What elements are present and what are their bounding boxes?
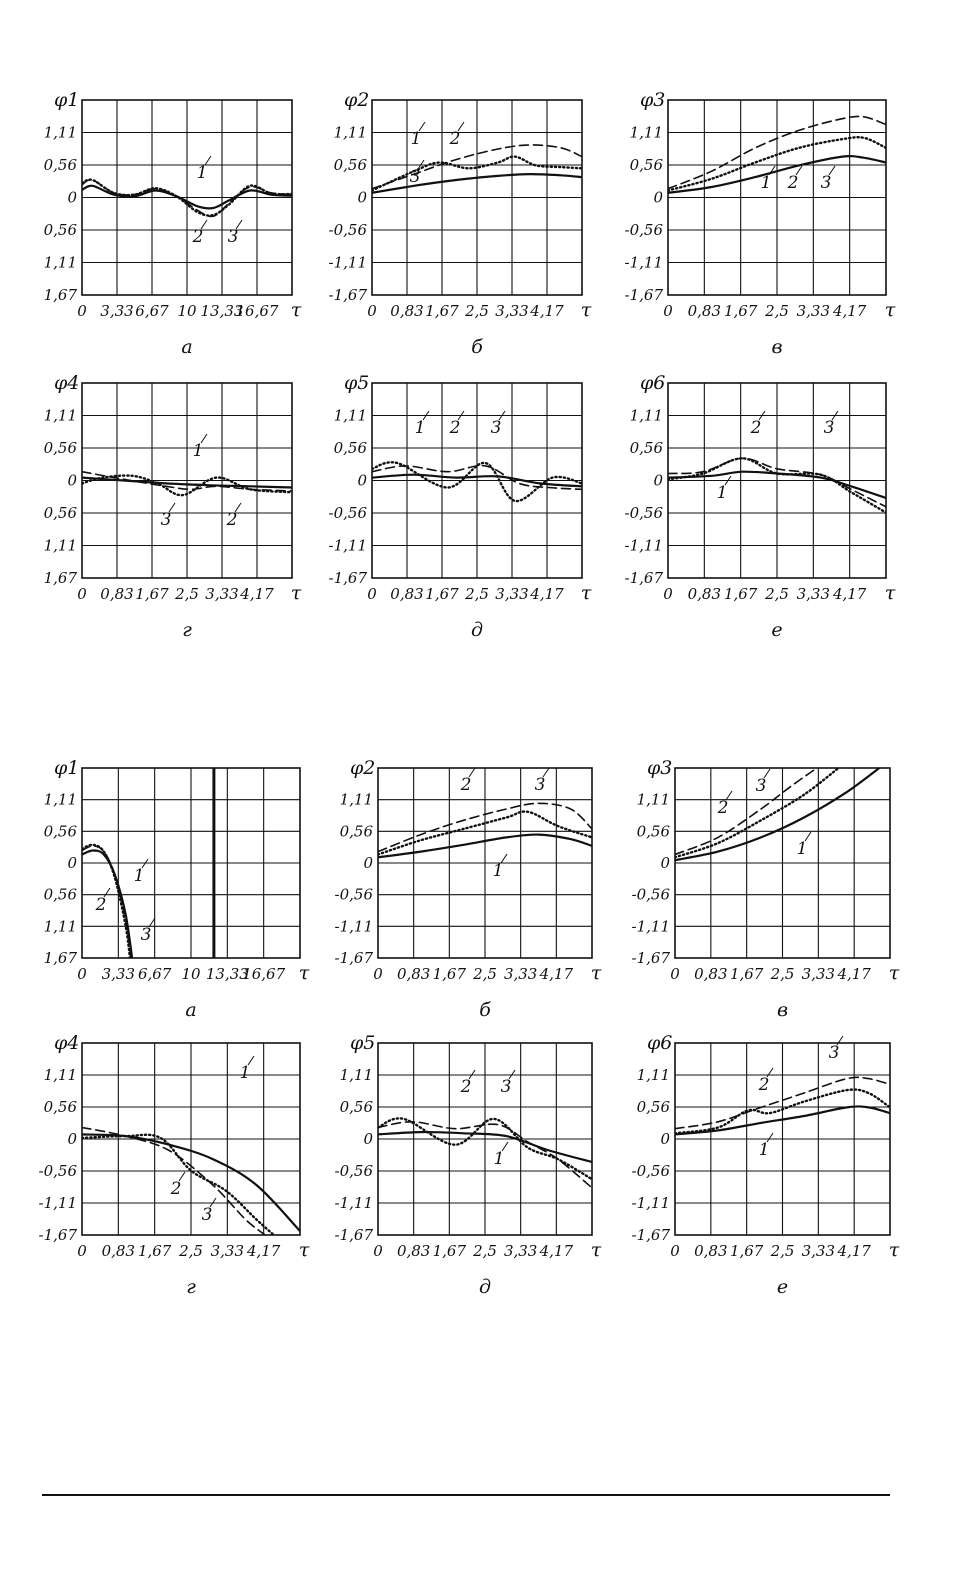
panel-label: б [471,336,483,358]
y-axis-label: φ1 [54,757,80,779]
y-tick-label: 1,11 [43,790,77,809]
x-tick-label: 4,17 [837,965,871,983]
curve-label: 3 [490,418,502,438]
y-tick-label: -0,56 [624,504,663,522]
x-tick-label: 13,33 [205,965,249,983]
x-tick-label: 6,67 [135,302,169,320]
panel-label: б [479,999,491,1021]
y-tick-label: 1,11 [629,406,663,425]
x-tick-label: 10 [177,302,197,320]
curve-label: 2 [170,1179,182,1199]
y-tick-label: 0 [660,1130,670,1148]
y-tick-label: 1,11 [629,123,663,142]
x-tick-label: 1,67 [425,302,459,320]
x-tick-label: 0,83 [687,302,722,320]
curve-label: 2 [460,1077,472,1097]
curve-label: 1 [239,1063,251,1083]
y-tick-label: 0,56 [43,221,77,239]
panel-label: в [771,336,783,358]
curve-label: 3 [140,925,152,945]
x-tick-label: 1,67 [425,585,459,603]
x-tick-label: 3,33 [503,965,538,983]
x-tick-label: 3,33 [101,965,136,983]
curve-label: 1 [492,861,504,881]
y-tick-label: -1,11 [631,1194,670,1212]
x-tick-label: 0,83 [396,1242,431,1260]
chart-panel [335,1032,602,1298]
y-tick-label: 1,11 [43,123,77,142]
x-tick-label: 1,67 [729,1242,764,1260]
chart-panel [329,372,592,641]
curve-label: 3 [828,1043,840,1063]
y-tick-label: 0,56 [629,439,663,457]
curve-label: 3 [227,227,239,247]
x-tick-label: 16,67 [242,965,286,983]
y-tick-label: 0,56 [333,156,367,174]
x-tick-label: 4,17 [837,1242,871,1260]
curve-label: 1 [192,441,204,461]
y-tick-label: 0 [67,188,77,207]
x-axis-label: τ [298,962,310,984]
x-tick-label: 0 [663,585,673,603]
y-tick-label: 1,11 [636,1066,670,1084]
chart-panel [335,757,602,1021]
x-tick-label: 2,5 [765,302,789,320]
x-tick-label: 3,33 [495,585,529,603]
curve-label: 2 [460,775,472,795]
x-tick-label: 2,5 [770,1242,795,1260]
x-tick-label: 1,67 [432,965,467,983]
chart-panel [44,89,302,358]
curve-label: 1 [796,839,808,859]
curve-label: 1 [133,866,145,886]
panel-label: д [470,619,484,641]
y-tick-label: -0,56 [328,221,367,239]
x-tick-label: 0 [77,965,87,983]
y-axis-label: φ4 [54,372,80,394]
y-tick-label: 0,56 [333,439,367,457]
x-axis-label: τ [888,962,900,984]
chart-panel [44,372,302,641]
y-tick-label: -0,56 [334,885,373,904]
curve-label: 2 [192,227,204,247]
chart-panel [625,372,896,641]
curve-label: 1 [760,173,772,193]
y-tick-label: 1,11 [636,790,670,809]
x-tick-label: 0,83 [694,1242,728,1260]
x-tick-label: 0 [373,1242,383,1260]
x-tick-label: 0 [367,302,377,320]
x-tick-label: 16,67 [235,302,279,320]
x-tick-label: 0 [373,965,383,983]
chart-panel [329,89,592,358]
x-tick-label: 3,33 [796,585,831,603]
curve-label: 3 [534,775,546,795]
series-line-1 [675,768,879,860]
x-tick-label: 1,67 [723,585,758,603]
y-tick-label: 0,56 [43,1098,77,1116]
x-tick-label: 3,33 [205,585,239,603]
y-tick-label: 0,56 [629,156,663,174]
y-tick-label: -0,56 [38,1162,77,1180]
curve-label: 2 [449,418,461,438]
panel-label: д [478,1276,492,1298]
y-axis-label: φ2 [350,757,376,779]
curve-label: 3 [823,418,835,438]
y-axis-label: φ5 [344,372,370,394]
y-tick-label: 1,11 [339,1066,373,1084]
y-tick-label: 0 [363,1130,373,1148]
y-tick-label: 0 [67,471,77,490]
y-tick-label: 0 [363,854,373,872]
y-tick-label: 0 [653,471,663,490]
x-tick-label: 0,83 [100,585,134,603]
curve-label: 3 [409,167,421,187]
y-tick-label: -1,11 [38,1194,77,1212]
curve-label: 1 [196,163,208,183]
curve-label: 1 [414,418,426,438]
y-tick-label: 1,67 [43,286,77,304]
y-tick-label: 0,56 [43,439,77,457]
y-tick-label: 1,11 [43,406,77,425]
curve-label: 2 [717,798,729,818]
y-tick-label: -0,56 [631,1162,670,1180]
chart-panel [39,1032,310,1298]
x-tick-label: 0,83 [694,965,728,983]
y-tick-label: 0,56 [43,885,77,904]
x-tick-label: 0,83 [101,1242,136,1260]
x-tick-label: 3,33 [801,965,836,983]
y-tick-label: 1,67 [43,949,77,967]
panel-label: г [186,1276,196,1298]
x-tick-label: 0,83 [396,965,431,983]
x-tick-label: 3,33 [801,1242,836,1260]
y-tick-label: 0,56 [339,822,373,841]
x-tick-label: 3,33 [210,1242,245,1260]
curve-label: 2 [95,895,107,915]
x-tick-label: 0 [77,1242,87,1260]
y-tick-label: -1,11 [328,253,367,272]
y-tick-label: 1,11 [43,1066,77,1084]
curve-label: 2 [758,1075,770,1095]
x-tick-label: 4,17 [530,302,564,320]
curve-label: 3 [201,1205,213,1225]
curve-label: 1 [758,1140,770,1160]
x-axis-label: τ [590,962,602,984]
curve-label: 2 [787,173,799,193]
y-tick-label: 0,56 [339,1098,373,1116]
x-tick-label: 2,5 [765,585,789,603]
x-tick-label: 1,67 [135,585,169,603]
x-tick-label: 0,83 [390,585,424,603]
y-tick-label: -1,67 [631,949,670,967]
y-tick-label: 1,11 [333,406,367,425]
x-tick-label: 0 [670,1242,680,1260]
y-tick-label: 0 [67,1130,77,1148]
x-tick-label: 0 [77,585,87,603]
curve-label: 3 [820,173,832,193]
curve-label: 2 [449,129,461,149]
x-tick-label: 0 [670,965,680,983]
y-tick-label: 1,11 [43,253,77,272]
y-tick-label: -1,67 [328,569,367,587]
chart-panel [625,89,896,358]
x-tick-label: 0 [77,302,87,320]
y-tick-label: -1,67 [328,286,367,304]
y-axis-label: φ6 [640,372,666,394]
x-axis-label: τ [290,582,302,604]
x-tick-label: 4,17 [246,1242,281,1260]
x-tick-label: 2,5 [175,585,199,603]
y-axis-label: φ4 [54,1032,80,1054]
x-tick-label: 0 [367,585,377,603]
y-tick-label: 1,11 [43,536,77,555]
x-tick-label: 1,67 [729,965,764,983]
page-divider [42,1494,890,1496]
x-tick-label: 2,5 [179,1242,203,1260]
y-tick-label: 0,56 [43,822,77,841]
y-tick-label: 1,67 [43,569,77,587]
y-tick-label: -1,11 [328,536,367,555]
y-tick-label: -0,56 [631,885,670,904]
x-tick-label: 4,17 [832,302,867,320]
y-axis-label: φ3 [647,757,673,779]
y-axis-label: φ2 [344,89,370,111]
x-tick-label: 1,67 [137,1242,172,1260]
y-tick-label: -0,56 [624,221,663,239]
x-tick-label: 0 [663,302,673,320]
x-tick-label: 1,67 [723,302,758,320]
y-tick-label: -1,67 [334,949,373,967]
y-tick-label: -1,67 [38,1226,77,1244]
y-tick-label: -1,67 [334,1226,373,1244]
y-tick-label: 0,56 [43,156,77,174]
panel-label: в [776,999,789,1021]
x-axis-label: τ [290,299,302,321]
y-tick-label: 1,11 [333,123,367,142]
x-tick-label: 3,33 [796,302,831,320]
x-tick-label: 13,33 [200,302,244,320]
y-tick-label: -1,11 [334,917,373,936]
y-axis-label: φ3 [640,89,666,111]
x-tick-label: 2,5 [465,302,489,320]
y-tick-label: 1,11 [339,790,373,809]
y-tick-label: 0,56 [636,1098,670,1116]
x-tick-label: 2,5 [473,1242,497,1260]
x-tick-label: 0,83 [390,302,424,320]
x-tick-label: 2,5 [473,965,497,983]
panel-label: е [771,619,783,641]
y-tick-label: -1,67 [624,569,663,587]
curve-label: 1 [493,1149,505,1169]
curve-label: 1 [410,129,422,149]
x-axis-label: τ [298,1239,310,1261]
panel-label: г [182,619,192,641]
y-tick-label: -1,67 [631,1226,670,1244]
x-tick-label: 3,33 [100,302,134,320]
y-tick-label: -0,56 [328,504,367,522]
chart-panel [44,757,310,1021]
y-tick-label: -0,56 [334,1162,373,1180]
y-tick-label: -1,11 [334,1194,373,1212]
y-tick-label: 0,56 [636,822,670,841]
y-axis-label: φ5 [350,1032,376,1054]
y-axis-label: φ1 [54,89,80,111]
curve-label: 3 [160,510,172,530]
x-tick-label: 3,33 [495,302,529,320]
curve-label: 3 [755,776,767,796]
x-axis-label: τ [888,1239,900,1261]
x-tick-label: 4,17 [539,1242,574,1260]
y-tick-label: -1,11 [624,536,663,555]
y-tick-label: -1,67 [624,286,663,304]
y-tick-label: 0 [660,854,670,872]
series-line-1 [82,851,132,959]
x-tick-label: 4,17 [539,965,574,983]
x-tick-label: 6,67 [137,965,172,983]
x-axis-label: τ [590,1239,602,1261]
x-axis-label: τ [884,582,896,604]
x-tick-label: 2,5 [465,585,489,603]
x-tick-label: 4,17 [240,585,274,603]
x-axis-label: τ [580,582,592,604]
y-tick-label: 0 [67,854,77,872]
curve-label: 1 [716,483,728,503]
panel-label: а [181,336,193,358]
panel-label: е [776,1276,789,1298]
chart-panel [632,757,900,1021]
x-axis-label: τ [884,299,896,321]
x-tick-label: 4,17 [832,585,867,603]
y-tick-label: 0 [653,188,663,207]
y-tick-label: -1,11 [631,917,670,936]
x-tick-label: 3,33 [503,1242,538,1260]
x-tick-label: 10 [181,965,201,983]
x-tick-label: 0,83 [687,585,722,603]
y-tick-label: 0 [357,471,367,490]
y-tick-label: 1,11 [43,917,77,936]
curve-label: 3 [500,1077,512,1097]
y-tick-label: -1,11 [624,253,663,272]
x-tick-label: 1,67 [432,1242,467,1260]
panel-label: а [185,999,197,1021]
x-axis-label: τ [580,299,592,321]
curve-label: 2 [226,510,238,530]
y-axis-label: φ6 [647,1032,673,1054]
y-tick-label: 0,56 [43,504,77,522]
y-tick-label: 0 [357,188,367,207]
x-tick-label: 2,5 [770,965,795,983]
x-tick-label: 4,17 [530,585,564,603]
curve-label: 2 [750,418,762,438]
chart-panel [632,1032,900,1298]
